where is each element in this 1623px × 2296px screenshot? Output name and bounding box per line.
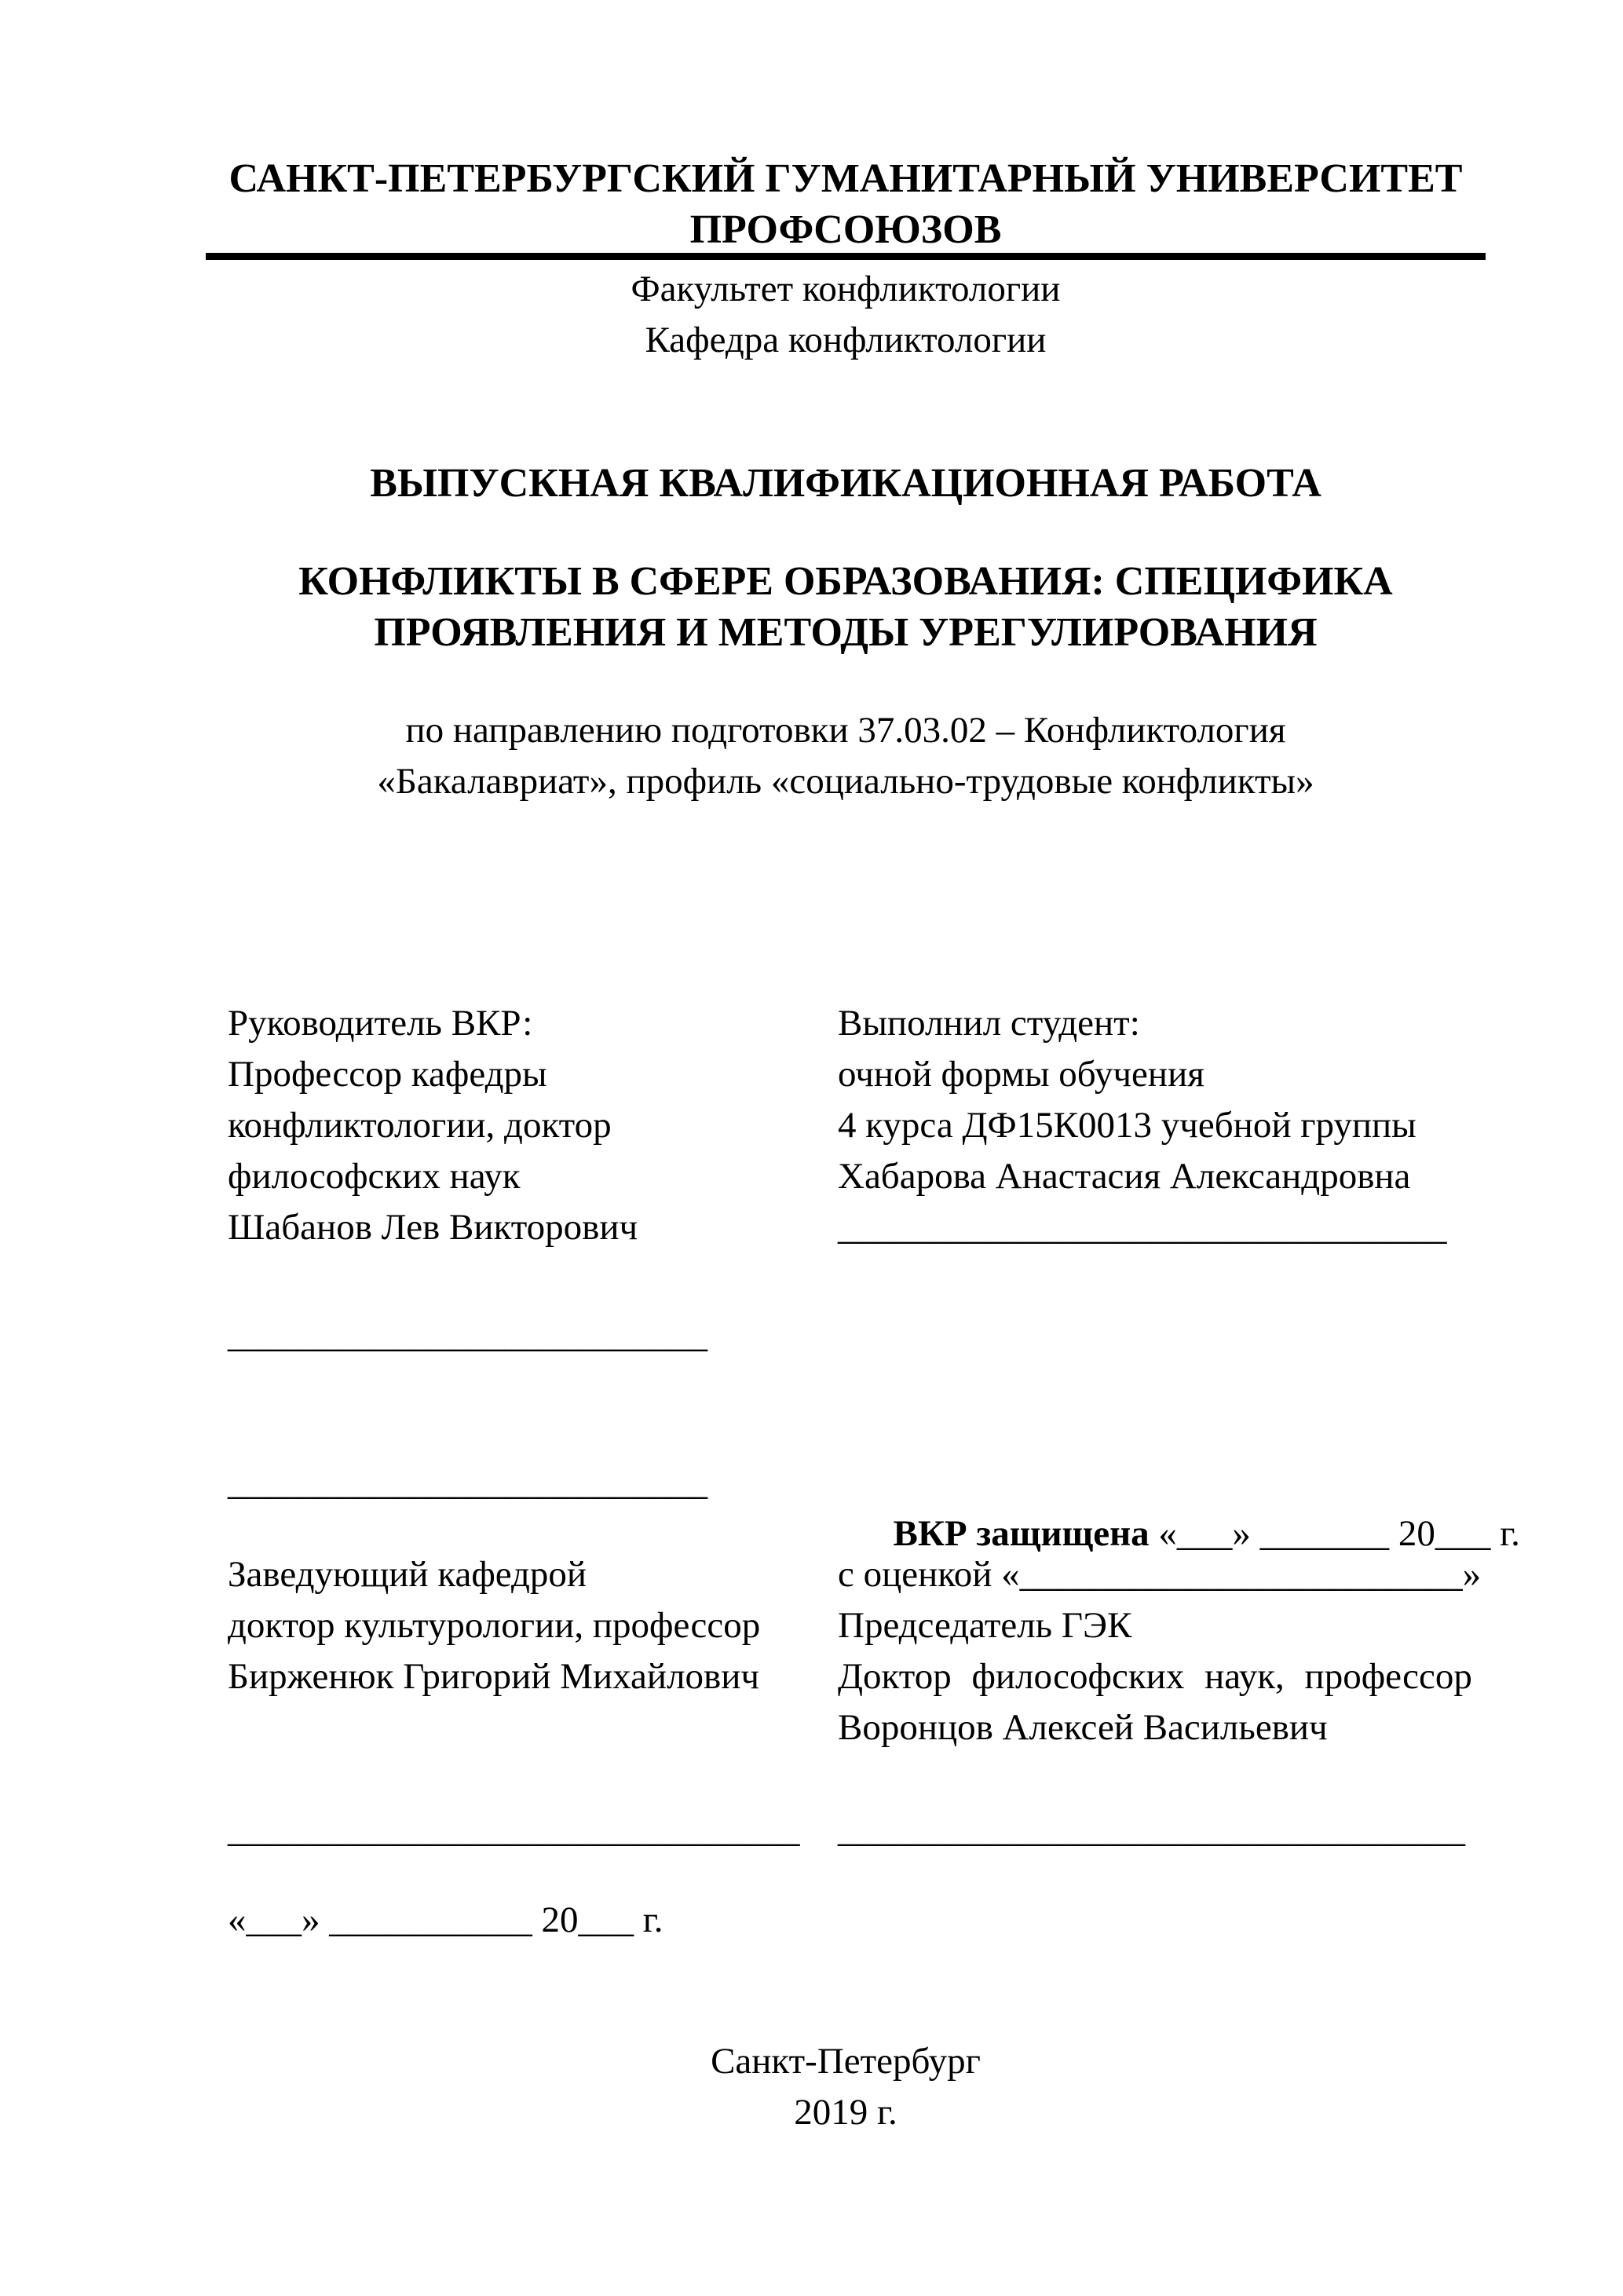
program-direction: по направлению подготовки 37.03.02 – Конфликтология bbox=[405, 710, 1286, 751]
student-name: Хабарова Анастасия Александровна bbox=[838, 1156, 1411, 1197]
thesis-topic-block bbox=[206, 556, 1486, 658]
supervisor-signature-2: __________________________ bbox=[228, 1462, 707, 1503]
supervisor-signature-1: __________________________ bbox=[228, 1314, 707, 1355]
student-label: Выполнил студент: bbox=[838, 1003, 1140, 1044]
university-header bbox=[206, 153, 1486, 255]
work-type-title: ВЫПУСКНАЯ КВАЛИФИКАЦИОННАЯ РАБОТА bbox=[370, 461, 1321, 506]
defense-label: ВКР защищена bbox=[893, 1513, 1150, 1554]
footer-year: 2019 г. bbox=[794, 2092, 897, 2133]
footer-block bbox=[206, 2036, 1486, 2138]
department-head-description: доктор культурологии, профессор bbox=[228, 1605, 761, 1646]
department-head-name: Бирженюк Григорий Михайлович bbox=[228, 1656, 760, 1697]
department-head-signature: _______________________________ bbox=[228, 1809, 800, 1850]
work-type-block bbox=[206, 458, 1486, 509]
commission-signature: __________________________________ bbox=[838, 1809, 1465, 1850]
grade-blank-line: с оценкой «________________________» bbox=[838, 1554, 1482, 1595]
department-head-label: Заведующий кафедрой bbox=[228, 1554, 587, 1595]
university-name-line2: ПРОФСОЮЗОВ bbox=[689, 207, 1002, 252]
faculty-block bbox=[206, 264, 1486, 366]
faculty-name: Факультет конфликтологии bbox=[631, 269, 1061, 309]
student-description-line: очной формы обучения bbox=[838, 1054, 1204, 1095]
thesis-topic-line1: КОНФЛИКТЫ В СФЕРЕ ОБРАЗОВАНИЯ: СПЕЦИФИКА bbox=[298, 559, 1393, 604]
student-signature-line: _________________________________ bbox=[838, 1207, 1447, 1248]
supervisor-description-line: Профессор кафедры bbox=[228, 1054, 547, 1095]
commission-name: Воронцов Алексей Васильевич bbox=[838, 1707, 1328, 1748]
footer-city: Санкт-Петербург bbox=[711, 2041, 981, 2082]
supervisor-description-line: конфликтологии, доктор bbox=[228, 1105, 612, 1146]
supervisor-name: Шабанов Лев Викторович bbox=[228, 1207, 638, 1248]
program-info-block bbox=[206, 705, 1486, 807]
supervisor-block bbox=[228, 998, 638, 1253]
header-divider-rule bbox=[206, 253, 1486, 260]
department-name: Кафедра конфликтологии bbox=[645, 320, 1047, 360]
student-description-line: 4 курса ДФ15К0013 учебной группы bbox=[838, 1105, 1416, 1146]
commission-block bbox=[838, 1549, 1481, 1753]
program-profile: «Бакалавриат», профиль «социально-трудовые конфликты» bbox=[377, 761, 1314, 802]
department-head-date-blank: «___» ___________ 20___ г. bbox=[228, 1899, 663, 1940]
department-head-block bbox=[228, 1549, 760, 1702]
thesis-topic-line2: ПРОЯВЛЕНИЯ И МЕТОДЫ УРЕГУЛИРОВАНИЯ bbox=[374, 610, 1318, 655]
department-head-date-row bbox=[228, 1895, 663, 1946]
university-name-line1: САНКТ-ПЕТЕРБУРГСКИЙ ГУМАНИТАРНЫЙ УНИВЕРСИТЕТ bbox=[228, 156, 1463, 201]
supervisor-label: Руководитель ВКР: bbox=[228, 1003, 533, 1044]
defense-date-blank: «___» _______ 20___ г. bbox=[1149, 1513, 1520, 1554]
commission-label: Председатель ГЭК bbox=[838, 1605, 1132, 1646]
commission-description: Доктор философских наук, профессор bbox=[838, 1656, 1472, 1697]
supervisor-description-line: философских наук bbox=[228, 1156, 521, 1197]
student-block bbox=[838, 998, 1447, 1253]
